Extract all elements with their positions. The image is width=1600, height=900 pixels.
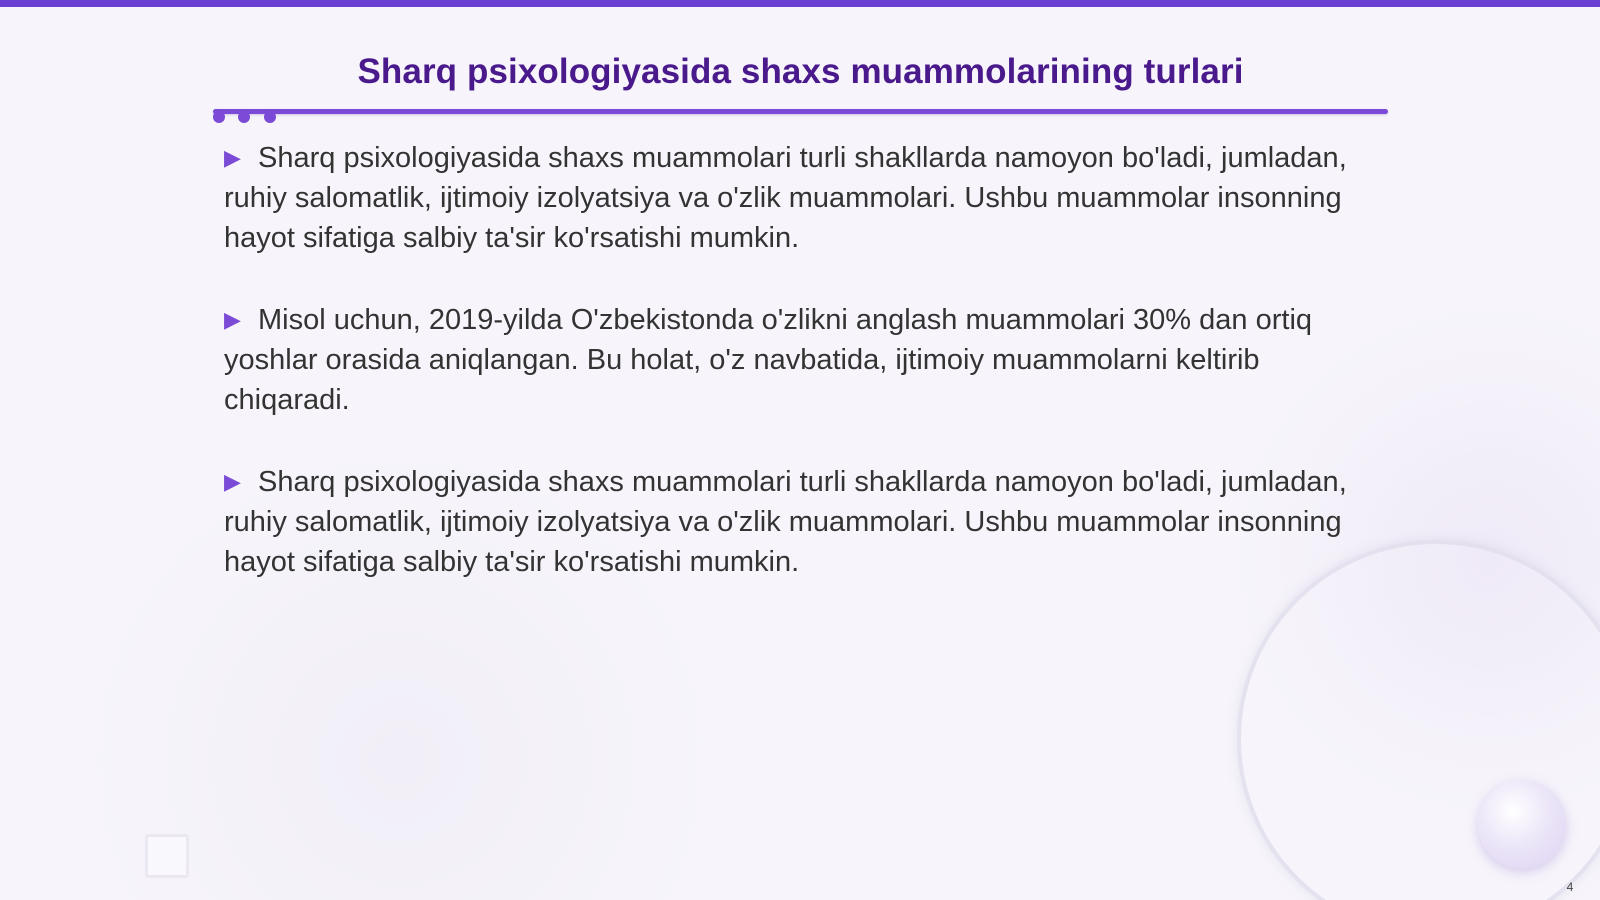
bullet-text: Sharq psixologiyasida shaxs muammolari turli shakllarda namoyon bo'ladi, jumladan, ruhiy salomatlik, ijtimoiy izolyatsiya va o'zlik muammolari. Ushbu muammolar insonning hayot sifatiga salbiy ta'sir ko'rsatishi mumkin. <box>224 466 1347 578</box>
decorative-bubble <box>1478 780 1566 868</box>
bullet-text: Misol uchun, 2019-yilda O'zbekistonda o'zlikni anglash muammolari 30% dan ortiq yoshlar orasida aniqlangan. Bu holat, o'z navbatida, ijtimoiy muammolarni keltirib chiqaradi. <box>224 304 1313 416</box>
underline-dot <box>238 111 250 123</box>
triangle-bullet-icon: ▶ <box>224 145 241 170</box>
bullet-item <box>224 462 1374 582</box>
underline-dot <box>213 111 225 123</box>
bullet-item <box>224 138 1374 258</box>
top-accent-bar <box>0 0 1600 7</box>
slide-title: Sharq psixologiyasida shaxs muammolarining turlari <box>357 52 1244 91</box>
bullet-list <box>224 138 1374 624</box>
title-underline <box>213 109 1388 114</box>
underline-dot <box>264 111 276 123</box>
page-number: 4 <box>1566 880 1574 894</box>
decorative-square <box>145 834 189 878</box>
triangle-bullet-icon: ▶ <box>224 307 241 332</box>
triangle-bullet-icon: ▶ <box>224 469 241 494</box>
bullet-text: Sharq psixologiyasida shaxs muammolari turli shakllarda namoyon bo'ladi, jumladan, ruhiy salomatlik, ijtimoiy izolyatsiya va o'zlik muammolari. Ushbu muammolar insonning hayot sifatiga salbiy ta'sir ko'rsatishi mumkin. <box>224 142 1347 254</box>
bullet-item <box>224 300 1374 420</box>
